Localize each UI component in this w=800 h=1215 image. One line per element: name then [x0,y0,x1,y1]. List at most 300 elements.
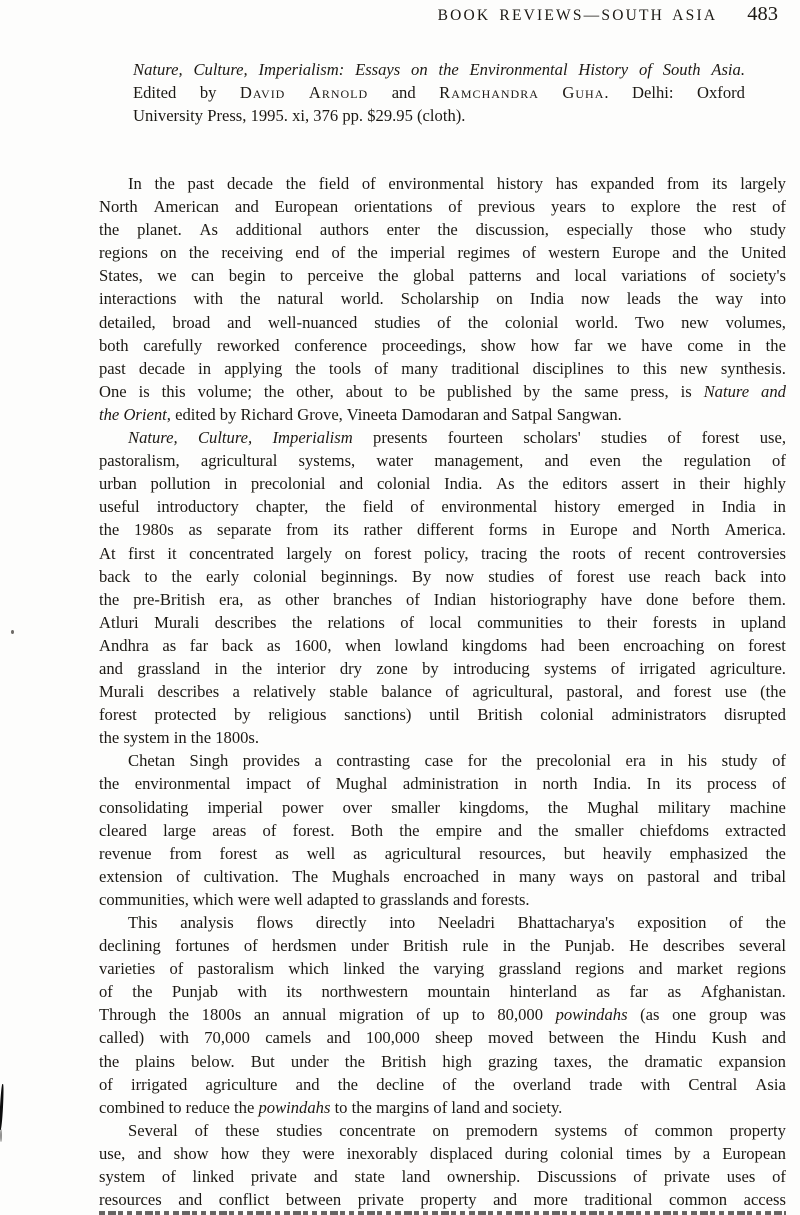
word: its [711,174,728,193]
word: balance [381,682,432,702]
word: their [699,474,730,494]
word: At [99,543,116,563]
word: of [433,1097,448,1117]
word: Culture, [197,428,253,448]
scan-artifact-dot [11,630,14,634]
word: society. [512,1097,563,1117]
word: the [344,1051,365,1071]
word: India [529,289,564,309]
word: 376 [313,106,339,126]
word: of [618,543,632,563]
word: pollution [150,474,211,494]
word: the [642,451,663,471]
word: Kush [711,1028,747,1048]
word: and [535,266,560,286]
word: agricultural, [472,682,553,702]
text-line [133,81,745,104]
word: in [660,751,674,771]
word: done [646,589,679,609]
word: fourteen [447,428,504,448]
word: the [325,497,346,517]
word: early [205,566,240,586]
word: times [625,1143,662,1163]
word: their [606,612,638,632]
word: leads [626,289,661,309]
word: the [765,843,786,863]
word: extension [99,866,163,886]
word: plains [135,1051,175,1071]
word: Mughal [587,797,639,817]
word: how [530,335,560,355]
word: of [633,1167,648,1187]
word: from [666,174,700,193]
word: of [99,1074,113,1094]
word: British [403,936,449,956]
running-head-title: BOOK REVIEWS—SOUTH ASIA [437,7,718,24]
word: adapted [306,889,359,909]
word: Environmental [469,60,568,79]
word: well [274,889,303,909]
word: land [401,1167,431,1187]
word: and [234,197,259,217]
word: volumes, [725,312,786,332]
word: until [429,705,460,725]
word: studies [276,1120,323,1140]
word: conflict [218,1190,270,1210]
word: was [760,1005,786,1025]
word: and [632,520,657,540]
text-line [99,1050,786,1073]
word: private [250,1167,297,1187]
word: the [378,266,399,286]
word: systems [544,658,597,678]
word: in [492,866,506,886]
word: western [548,243,600,263]
word: the [99,1051,120,1071]
word: the [291,612,313,632]
word: of [416,1005,431,1025]
word: the [696,197,717,217]
word: over [342,797,373,817]
word: the [99,774,120,794]
word: study [749,220,786,240]
word: agricultural [200,451,278,471]
word: by [422,658,439,678]
word: of [374,358,389,378]
word: Neeladri [437,913,495,932]
word: Murali [154,612,200,632]
word: Chetan [128,751,176,771]
word: roots [572,543,606,563]
word: varying [433,959,485,979]
word: (as [640,1005,660,1025]
word: to [616,358,630,378]
text-line [99,680,786,703]
word: tribal [750,866,786,886]
word: regulation [683,451,751,471]
word: impact [245,774,292,794]
word: as [266,635,281,655]
word: tools [328,358,362,378]
word: property [729,1120,786,1140]
word: sheep [435,1028,473,1048]
word: North [671,520,710,540]
word: traditional [584,1190,653,1210]
text-line [99,1003,786,1026]
word: flows [256,913,294,932]
word: Essays [355,60,401,79]
word: by [673,1143,691,1163]
word: British [477,705,523,725]
word: Two [634,312,665,332]
word: displaced [429,1143,493,1163]
word: (cloth). [417,106,466,126]
text-line [99,611,786,634]
word: of [624,1120,638,1140]
word: volume; [197,381,252,401]
word: in [738,335,751,355]
word: exposition [637,913,707,932]
scan-artifact-edge-mark-small [0,1129,2,1142]
word: during [504,1143,549,1163]
word: by [219,404,237,424]
word: powindahs [555,1005,628,1025]
word: irrigated [131,1074,188,1094]
text-line [99,357,786,380]
word: smaller [574,820,624,840]
word: a [702,1143,711,1163]
word: of [638,60,652,79]
word: the [188,243,210,263]
paragraph [99,426,786,749]
word: the [190,728,212,748]
word: relatively [253,682,316,702]
word: edited [175,404,216,424]
word: consolidating [99,797,189,817]
word: Satpal [511,404,553,424]
word: studies [488,566,535,586]
text-line [99,1188,786,1211]
word: the [467,312,489,332]
word: Indian [433,589,477,609]
word: forest [701,428,740,448]
word: and [484,1097,509,1117]
word: and [544,451,569,471]
word: cleared [99,820,147,840]
word: with [237,982,267,1002]
word: as [275,843,289,863]
word: the [99,520,120,540]
word: 1980s [134,520,174,540]
word: in [772,497,786,517]
word: forest [748,635,786,655]
word: market [676,959,723,979]
word: urban [99,474,137,494]
word: of [161,1167,176,1187]
word: of [406,589,420,609]
text-line [99,495,786,518]
word: the [99,728,120,748]
text-line [99,241,786,264]
word: describes [214,612,277,632]
text-line [99,772,786,795]
word: branches [333,589,393,609]
paragraph [99,172,786,426]
word: on [432,1120,450,1140]
word: access [743,1190,786,1210]
word: under [290,1051,329,1071]
word: of [243,936,258,956]
text-line [99,888,786,911]
word: Both [350,820,384,840]
word: of [194,1120,209,1140]
word: natural [277,289,324,309]
word: military [658,797,711,817]
word: presents [373,428,428,448]
word: the [337,1074,359,1094]
word: regions [99,243,148,263]
text-line [99,1096,786,1119]
word: of [176,866,191,886]
word: directly [315,913,367,932]
word: of [448,197,463,217]
word: system [123,728,170,748]
text-line [99,334,786,357]
word: receiving [221,243,284,263]
word: detailed, [99,312,156,332]
word: use, [759,428,786,448]
word: and [391,83,416,103]
word: dry [339,658,362,678]
word: disciplines [532,358,604,378]
word: Hindu [654,1028,697,1048]
word: this [642,358,667,378]
word: to [601,197,615,217]
word: local [574,266,607,286]
word: between [285,1190,342,1210]
word: of [410,497,425,517]
word: by [234,705,251,725]
word: additional [235,220,303,240]
word: taxes, [553,1051,593,1071]
word: chapter, [255,497,309,517]
word: in [502,936,516,956]
word: overland [512,1074,572,1094]
word: precolonial [250,474,326,494]
word: an [253,1005,270,1025]
word: with [193,289,224,309]
word: years [550,197,586,217]
word: India. [444,474,483,494]
word: which [288,959,329,979]
word: 1600, [294,635,332,655]
word: back [714,566,747,586]
word: beginnings. [320,566,398,586]
word: annual [282,1005,327,1025]
word: ways [569,866,604,886]
word: hinterland [509,982,577,1002]
word: concentrate [339,1120,416,1140]
word: of [772,451,786,471]
word: Europe [612,243,660,263]
word: recent [644,543,685,563]
word: 1800s [201,1005,242,1025]
word: on [411,60,428,79]
word: pre-British [133,589,206,609]
word: been [578,635,610,655]
word: water [376,451,414,471]
word: useful [99,497,140,517]
word: rather [363,520,403,540]
text-line [99,726,786,749]
word: Central [688,1074,738,1094]
word: and [761,1028,786,1048]
text-line [99,980,786,1003]
word: the [99,589,120,609]
word: History [578,60,629,79]
word: in [514,774,528,794]
word: power [281,797,324,817]
word: By [411,566,432,586]
word: the [171,566,192,586]
word: agricultural [384,843,462,863]
word: common [668,1190,728,1210]
text-line [99,796,786,819]
word: systems [554,1120,608,1140]
word: era, [219,589,244,609]
word: the [240,289,261,309]
word: on [617,866,634,886]
word: other, [296,381,334,401]
word: group [708,1005,748,1025]
word: lowland [394,635,449,655]
text-line [99,934,786,957]
word: his [687,751,708,771]
word: concentrated [189,543,274,563]
word: the [765,913,786,932]
word: published [447,381,512,401]
text-line [99,1165,786,1188]
word: xi, [292,106,310,126]
word: agriculture [205,1074,278,1094]
word: were [237,889,270,909]
word: of [400,612,415,632]
word: in [712,612,726,632]
word: common [654,1120,713,1140]
word: migration [339,1005,404,1025]
word: its [675,774,692,794]
word: editors [562,474,608,494]
text-line [99,842,786,865]
word: the [154,174,175,193]
word: Edited [133,83,177,103]
word: several [738,936,786,956]
word: first [128,543,155,563]
word: one [672,1005,697,1025]
word: society's [729,266,786,286]
word: Damodaran [401,404,479,424]
word: with [159,1028,189,1048]
word: dramatic [644,1051,703,1071]
word: Delhi: [632,83,674,103]
word: begin [228,266,266,286]
word: Andhra [99,635,149,655]
word: Nature, [133,60,183,79]
word: kingdoms, [459,797,529,817]
word: Scholarship [400,289,480,309]
word: Grove, [297,404,343,424]
text-line [99,380,786,403]
text-line [133,104,745,127]
word: separate [217,520,272,540]
word: sanctions) [344,705,412,725]
word: Through [99,1005,157,1025]
word: large [163,820,196,840]
word: the [552,381,573,401]
word: decade [226,174,274,193]
text-line [99,472,786,495]
word: field [362,497,394,517]
word: with [640,1074,671,1094]
word: and [638,959,663,979]
word: a [232,682,240,702]
word: and [483,404,507,424]
word: reach [664,566,701,586]
page-header [438,3,778,26]
word: into [760,566,786,586]
word: varieties [99,959,156,979]
word: the [528,474,549,494]
word: about [345,381,383,401]
word: is [138,381,150,401]
word: of [548,566,563,586]
word: be [419,381,436,401]
word: use [724,682,747,702]
text-line [99,542,786,565]
text-line [99,195,786,218]
word: by [523,381,541,401]
word: variations [621,266,687,286]
text-line [99,588,786,611]
word: grazing [487,1051,538,1071]
word: pastoral, [566,682,623,702]
word: of [306,774,321,794]
word: called) [99,1028,145,1048]
word: as [353,843,367,863]
word: of [729,913,743,932]
word: far [189,635,209,655]
word: Atluri [99,612,139,632]
word: in [214,658,228,678]
word: irrigated [639,658,696,678]
word: In [128,174,142,193]
word: Mughals [331,866,390,886]
word: the [619,1028,640,1048]
word: the [132,982,153,1002]
word: for [467,751,488,771]
word: mountain [427,982,491,1002]
citation-block [133,58,745,127]
word: Mughal [335,774,388,794]
word: pastoral [647,866,700,886]
word: camels [265,1028,312,1048]
word: emerged [617,497,675,517]
word: to [144,566,158,586]
word: process [706,774,757,794]
word: many [401,358,439,378]
word: and [227,312,252,332]
word: patterns [468,266,522,286]
